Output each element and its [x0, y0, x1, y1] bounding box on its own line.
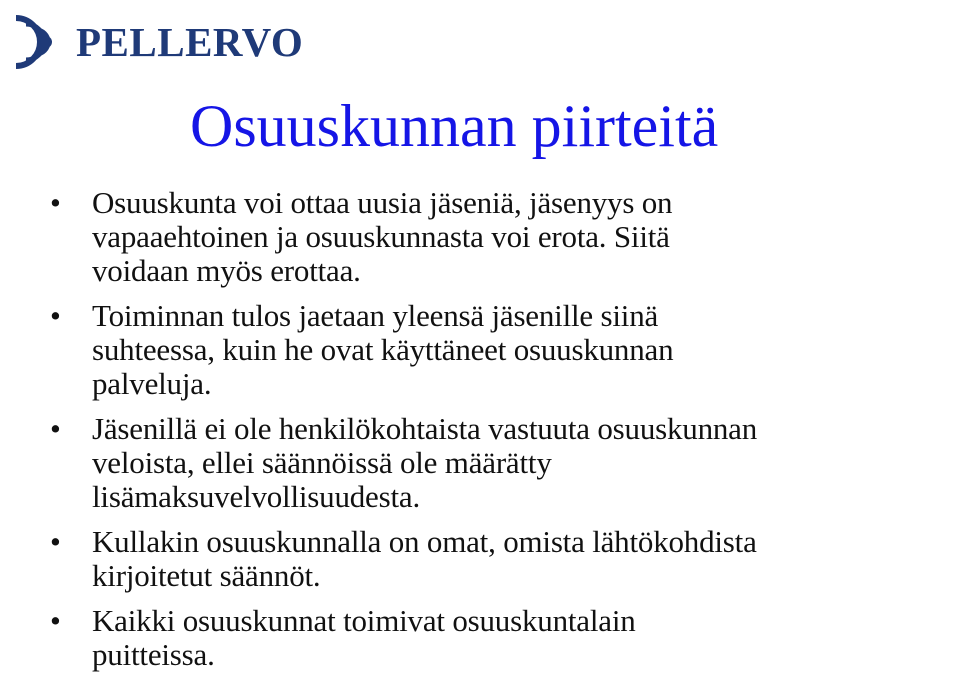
bullet-line: suhteessa, kuin he ovat käyttäneet osuuskunnan — [92, 332, 674, 367]
bullet-line: Kaikki osuuskunnat toimivat osuuskuntalain — [92, 603, 636, 638]
bullet-item — [0, 525, 960, 593]
bullet-item — [0, 604, 960, 672]
bullet-line: kirjoitetut säännöt. — [92, 558, 321, 593]
logo-text: PELLERVO — [76, 18, 304, 65]
pellervo-logo — [12, 14, 303, 70]
bullet-line: palveluja. — [92, 366, 212, 401]
bullet-item — [0, 412, 960, 514]
bullet-line: lisämaksuvelvollisuudesta. — [92, 479, 421, 514]
bullet-dot-icon: • — [50, 298, 61, 333]
slide-title: Osuuskunnan piirteitä — [190, 93, 719, 159]
bullet-item — [0, 186, 960, 288]
bullet-dot-icon: • — [50, 524, 61, 559]
bullet-line: Toiminnan tulos jaetaan yleensä jäsenille siinä — [92, 298, 659, 333]
bullet-line: Kullakin osuuskunnalla on omat, omista lähtökohdista — [92, 524, 757, 559]
bullet-dot-icon: • — [50, 185, 61, 220]
bullet-line: Osuuskunta voi ottaa uusia jäseniä, jäsenyys on — [92, 185, 673, 220]
bullet-line: vapaaehtoinen ja osuuskunnasta voi erota. Siitä — [92, 219, 670, 254]
bullet-dot-icon: • — [50, 603, 61, 638]
pellervo-logo-mark-icon — [12, 14, 70, 70]
bullet-line: Jäsenillä ei ole henkilökohtaista vastuuta osuuskunnan — [92, 411, 758, 446]
bullet-item — [0, 299, 960, 401]
bullet-line: puitteissa. — [92, 637, 215, 672]
bullet-line: voidaan myös erottaa. — [92, 253, 361, 288]
bullet-line: veloista, ellei säännöissä ole määrätty — [92, 445, 552, 480]
bullet-list — [0, 186, 960, 683]
bullet-dot-icon: • — [50, 411, 61, 446]
